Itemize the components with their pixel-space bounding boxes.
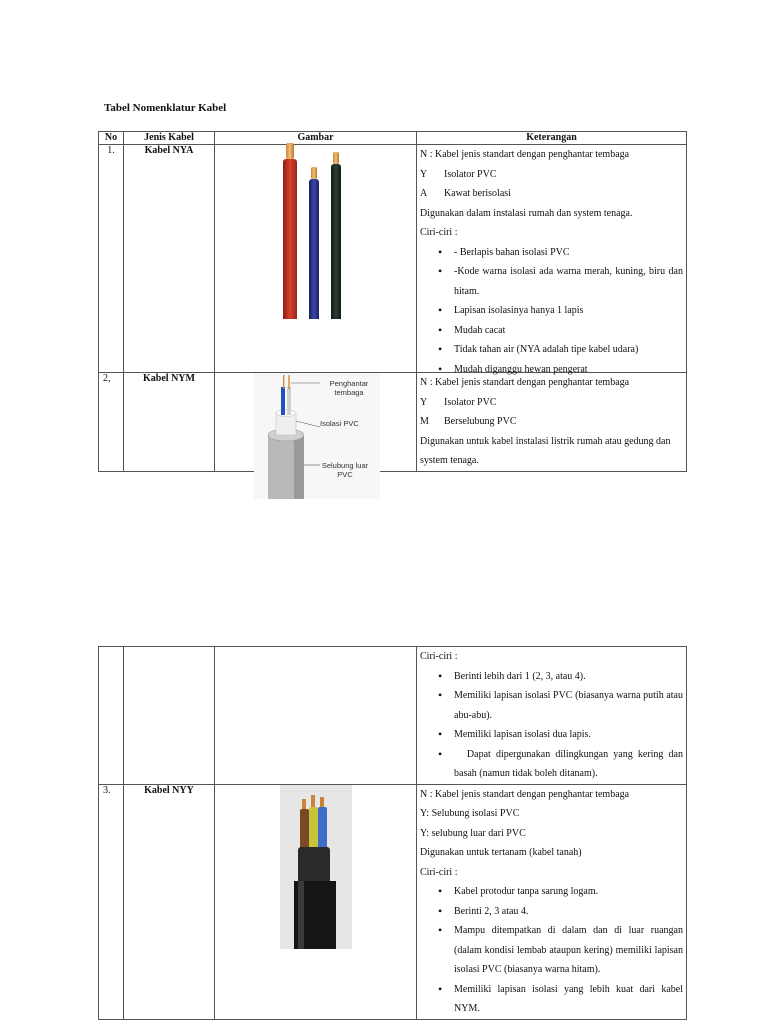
list-item: • Tidak tahan air (NYA adalah tipe kabel udara) (442, 340, 683, 360)
row-number: 2, (99, 373, 124, 472)
desc-ciri-heading: Ciri-ciri : (420, 227, 458, 238)
row-number: 3. (99, 784, 124, 1019)
nya-cable-image (275, 153, 365, 319)
label-selubung: Selubung luar PVC (321, 461, 369, 479)
desc-key: M (420, 416, 429, 427)
list-item: • Mudah diganggu hewan pengerat (442, 360, 683, 367)
table-row (99, 647, 687, 785)
desc-ciri-heading: Ciri-ciri : (420, 866, 458, 878)
table-row (99, 784, 687, 1019)
list-item: • -Kode warna isolasi ada warna merah, kuning, biru dan hitam. (442, 262, 683, 301)
description-cell (417, 373, 687, 472)
cable-table-continued (98, 646, 687, 1020)
list-item: • Memiliki lapisan isolasi PVC (biasanya warna putih atau abu-abu). (442, 686, 683, 725)
desc-line: N : Kabel jenis standart dengan penghantar tembaga (420, 788, 630, 800)
desc-ciri-heading: Ciri-ciri : (420, 651, 458, 662)
cable-type: Kabel NYM (124, 373, 215, 472)
desc-usage: Digunakan dalam instalasi rumah dan system tenaga. (420, 207, 633, 219)
list-item: • Kabel protodur tanpa sarung logam. (442, 882, 683, 902)
description-cell (417, 784, 687, 1019)
label-penghantar: Penghantar tembaga (329, 379, 369, 397)
cable-image-cell (215, 784, 417, 1019)
list-item: • Berinti 2, 3 atau 4. (442, 902, 683, 922)
cable-table (98, 131, 687, 479)
nyy-cable-image (280, 785, 352, 949)
desc-value: Isolator PVC (444, 168, 497, 180)
list-item: • Dapat dipergunakan dilingkungan yang kering dan basah (namun tidak boleh ditanam). (442, 745, 683, 784)
desc-value: Isolator PVC (444, 396, 497, 408)
ciri-list (420, 243, 683, 375)
label-isolasi: Isolasi PVC (320, 419, 359, 428)
desc-key: Y (420, 396, 428, 408)
header-gambar: Gambar (215, 132, 417, 145)
description-cell (417, 647, 687, 785)
list-item: • - Berlapis bahan isolasi PVC (442, 243, 683, 263)
ciri-list (420, 667, 683, 784)
desc-line: N : Kabel jenis standart dengan penghantar tembaga (420, 149, 630, 160)
list-item: • Memiliki lapisan isolasi yang lebih kuat dari kabel NYM. (442, 980, 683, 1019)
table-header-row (99, 132, 687, 145)
row-number (99, 647, 124, 785)
header-keterangan: Keterangan (417, 132, 687, 145)
nyy-cable-icon (280, 785, 352, 949)
cable-type: Kabel NYY (124, 784, 215, 1019)
header-jenis: Jenis Kabel (124, 132, 215, 145)
list-item: • Mampu ditempatkan di dalam dan di luar ruangan (dalam kondisi lembab ataupun kering) memiliki lapisan isolasi PVC (biasanya warna hitam). (442, 921, 683, 980)
desc-usage: Digunakan untuk kabel instalasi listrik rumah atau gedung dan system tenaga. (420, 435, 671, 466)
list-item: • Mudah cacat (442, 321, 683, 341)
desc-line: N : Kabel jenis standart dengan penghantar tembaga (420, 377, 630, 388)
desc-usage: Digunakan untuk tertanam (kabel tanah) (420, 847, 582, 858)
list-item: • Berinti lebih dari 1 (2, 3, atau 4). (442, 667, 683, 687)
header-no: No (99, 132, 124, 145)
cable-type (124, 647, 215, 785)
list-item: • Memiliki lapisan isolasi dua lapis. (442, 725, 683, 745)
page-title: Tabel Nomenklatur Kabel (104, 102, 227, 114)
list-item: • Lapisan isolasinya hanya 1 lapis (442, 301, 683, 321)
cable-image-cell (215, 647, 417, 785)
row-number: 1. (99, 145, 124, 373)
cable-image-cell (215, 145, 417, 373)
desc-line: Y: Selubung isolasi PVC (420, 808, 520, 819)
desc-key: Y (420, 168, 428, 180)
desc-value: Berselubung PVC (444, 416, 517, 427)
table-row (99, 373, 687, 472)
description-cell (417, 145, 687, 373)
desc-value: Kawat berisolasi (444, 188, 511, 199)
cable-type: Kabel NYA (124, 145, 215, 373)
desc-line: Y: selubung luar dari PVC (420, 827, 526, 839)
table-row (99, 145, 687, 373)
cable-image-cell (215, 373, 417, 479)
nym-cable-diagram (254, 373, 380, 499)
ciri-list (420, 882, 683, 1019)
desc-key: A (420, 188, 428, 199)
